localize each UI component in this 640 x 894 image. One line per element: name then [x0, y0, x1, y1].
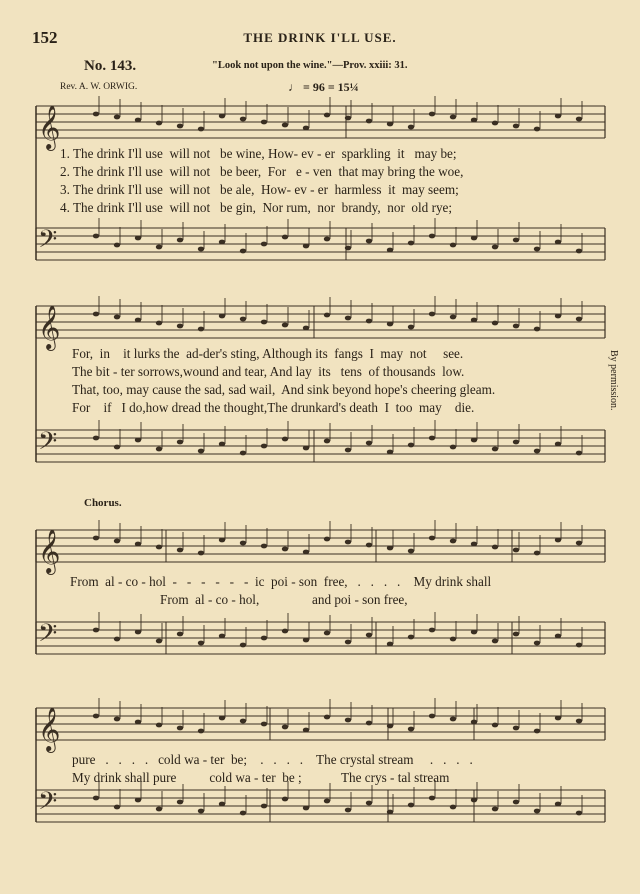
note-head [282, 547, 288, 552]
note-head [429, 112, 435, 117]
note-head [177, 324, 183, 329]
note-head [261, 722, 267, 727]
bass-clef: 𝄢 [38, 619, 58, 654]
note-head [576, 643, 582, 648]
note-head [135, 630, 141, 635]
chorus-line: From al - co - hol, and poi - son free, [160, 592, 408, 607]
note-head [513, 124, 519, 129]
note-head [324, 799, 330, 804]
verse-line: For, in it lurks the ad-der's sting, Although its fangs I may not see. [72, 346, 464, 361]
note-head [576, 249, 582, 254]
note-head [93, 312, 99, 317]
note-head [240, 117, 246, 122]
note-head [492, 321, 498, 326]
note-head [282, 235, 288, 240]
note-head [177, 800, 183, 805]
note-head [324, 631, 330, 636]
note-head [555, 716, 561, 721]
page-number: 152 [32, 28, 58, 47]
note-head [450, 637, 456, 642]
note-head [387, 724, 393, 729]
note-head [198, 641, 204, 646]
note-head [513, 548, 519, 553]
bass-clef: 𝄢 [38, 427, 58, 462]
note-head [513, 440, 519, 445]
note-head [282, 323, 288, 328]
note-head [198, 551, 204, 556]
note-head [471, 720, 477, 725]
note-head [387, 642, 393, 647]
note-head [114, 115, 120, 120]
note-head [429, 536, 435, 541]
note-head [219, 716, 225, 721]
note-head [240, 451, 246, 456]
note-head [282, 629, 288, 634]
note-head [576, 317, 582, 322]
note-head [492, 807, 498, 812]
note-head [555, 634, 561, 639]
note-head [429, 436, 435, 441]
note-head [303, 728, 309, 733]
bass-clef: 𝄢 [38, 225, 58, 260]
note-head [408, 443, 414, 448]
note-head [534, 729, 540, 734]
permission-note: By permission. [608, 350, 619, 411]
note-head [324, 313, 330, 318]
note-head [93, 112, 99, 117]
note-head [114, 445, 120, 450]
note-head [450, 717, 456, 722]
note-head [471, 630, 477, 635]
note-head [429, 312, 435, 317]
note-head [408, 125, 414, 130]
note-head [408, 803, 414, 808]
hymn-number: No. 143. [84, 58, 137, 74]
note-head [135, 236, 141, 241]
note-head [408, 241, 414, 246]
note-head [156, 447, 162, 452]
note-head [450, 539, 456, 544]
note-head [492, 447, 498, 452]
note-head [282, 797, 288, 802]
note-head [198, 809, 204, 814]
note-head [345, 540, 351, 545]
note-head [219, 802, 225, 807]
note-head [555, 538, 561, 543]
verse-line: For if I do,how dread the thought,The drunkard's death I too may die. [72, 400, 475, 415]
note-head [324, 113, 330, 118]
note-head [156, 245, 162, 250]
chorus-line: From al - co - hol - - - - - - ic poi - son free, . . . . My drink shall [70, 574, 492, 589]
note-head [177, 632, 183, 637]
note-head [324, 715, 330, 720]
treble-clef: 𝄞 [38, 105, 61, 149]
note-head [345, 246, 351, 251]
note-head [303, 638, 309, 643]
note-head [408, 635, 414, 640]
note-head [450, 115, 456, 120]
chorus-line: pure . . . . cold wa - ter be; . . . . The crystal stream . . . . [72, 752, 473, 767]
note-head [261, 544, 267, 549]
note-head [471, 798, 477, 803]
note-head [156, 121, 162, 126]
note-head [471, 118, 477, 123]
note-head [492, 245, 498, 250]
note-head [198, 327, 204, 332]
treble-clef: 𝄞 [38, 707, 61, 751]
note-head [345, 808, 351, 813]
bass-clef: 𝄢 [38, 787, 58, 822]
note-head [303, 446, 309, 451]
verse-line: 3. The drink I'll use will not be ale, How- ev - er harmless it may seem; [60, 182, 459, 197]
epigraph: "Look not upon the wine."—Prov. xxiii: 31. [212, 60, 408, 71]
note-head [198, 449, 204, 454]
note-head [366, 319, 372, 324]
note-head [303, 244, 309, 249]
note-head [366, 801, 372, 806]
note-head [345, 448, 351, 453]
note-head [93, 714, 99, 719]
note-head [219, 240, 225, 245]
verse-line: The bit - ter sorrows,wound and tear, And lay its tens of thousands low. [72, 364, 465, 379]
note-head [156, 807, 162, 812]
note-head [156, 723, 162, 728]
note-head [219, 114, 225, 119]
note-head [240, 541, 246, 546]
note-head [576, 451, 582, 456]
note-head [282, 725, 288, 730]
note-head [429, 234, 435, 239]
note-head [345, 116, 351, 121]
note-head [450, 315, 456, 320]
note-head [261, 804, 267, 809]
note-head [177, 124, 183, 129]
note-head [135, 438, 141, 443]
note-head [366, 441, 372, 446]
note-head [240, 317, 246, 322]
note-head [471, 236, 477, 241]
note-head [471, 318, 477, 323]
note-head [492, 121, 498, 126]
note-head [219, 442, 225, 447]
note-head [534, 449, 540, 454]
note-head [177, 440, 183, 445]
note-head [219, 314, 225, 319]
note-head [93, 234, 99, 239]
note-head [114, 805, 120, 810]
note-head [534, 641, 540, 646]
note-head [177, 548, 183, 553]
page-title: THE DRINK I'LL USE. [243, 30, 397, 45]
note-head [408, 727, 414, 732]
note-head [135, 542, 141, 547]
note-head [324, 439, 330, 444]
note-head [261, 320, 267, 325]
note-head [387, 810, 393, 815]
note-head [387, 248, 393, 253]
note-head [303, 326, 309, 331]
note-head [240, 811, 246, 816]
note-head [387, 450, 393, 455]
verse-line: 4. The drink I'll use will not be gin, Nor rum, nor brandy, nor old rye; [60, 200, 453, 215]
note-head [198, 729, 204, 734]
treble-clef: 𝄞 [38, 529, 61, 573]
note-head [93, 436, 99, 441]
note-head [492, 545, 498, 550]
note-head [219, 538, 225, 543]
note-head [135, 798, 141, 803]
note-head [429, 628, 435, 633]
note-head [450, 445, 456, 450]
note-head [366, 119, 372, 124]
note-head [408, 325, 414, 330]
note-head [240, 643, 246, 648]
note-head [261, 120, 267, 125]
note-head [513, 324, 519, 329]
verse-line: 2. The drink I'll use will not be beer, For e - ven that may bring the woe, [60, 164, 464, 179]
verse-line: That, too, may cause the sad, sad wail, And sink beyond hope's cheering gleam. [72, 382, 496, 397]
chorus-label: Chorus. [84, 497, 122, 509]
note-head [177, 238, 183, 243]
note-head [324, 537, 330, 542]
note-head [198, 247, 204, 252]
note-head [366, 543, 372, 548]
note-head [555, 240, 561, 245]
note-head [513, 632, 519, 637]
verse-line: 1. The drink I'll use will not be wine, How- ev - er sparkling it may be; [60, 146, 457, 161]
treble-clef: 𝄞 [38, 305, 61, 349]
note-head [534, 551, 540, 556]
note-head [387, 546, 393, 551]
note-head [345, 316, 351, 321]
note-head [387, 122, 393, 127]
note-head [534, 247, 540, 252]
note-head [261, 444, 267, 449]
note-head [93, 536, 99, 541]
note-head [114, 717, 120, 722]
note-head [135, 720, 141, 725]
note-head [513, 238, 519, 243]
note-head [282, 123, 288, 128]
note-head [303, 806, 309, 811]
note-head [303, 126, 309, 131]
note-head [534, 327, 540, 332]
note-head [366, 633, 372, 638]
note-head [135, 118, 141, 123]
note-head [240, 719, 246, 724]
note-head [345, 640, 351, 645]
note-head [471, 438, 477, 443]
note-head [429, 796, 435, 801]
note-head [534, 127, 540, 132]
note-head [114, 539, 120, 544]
note-head [282, 437, 288, 442]
tempo-marking: ♩ = 96 = 15¼ [288, 80, 359, 94]
note-head [555, 802, 561, 807]
note-head [492, 723, 498, 728]
note-head [450, 243, 456, 248]
author: Rev. A. W. ORWIG. [60, 82, 138, 92]
note-head [555, 314, 561, 319]
note-head [240, 249, 246, 254]
note-head [492, 639, 498, 644]
note-head [198, 127, 204, 132]
note-head [93, 796, 99, 801]
note-head [450, 805, 456, 810]
note-head [366, 721, 372, 726]
note-head [219, 634, 225, 639]
note-head [261, 636, 267, 641]
note-head [576, 117, 582, 122]
chorus-line: My drink shall pure cold wa - ter be ; The crys - tal stream [72, 770, 450, 785]
note-head [303, 550, 309, 555]
note-head [156, 321, 162, 326]
note-head [534, 809, 540, 814]
note-head [576, 719, 582, 724]
note-head [513, 800, 519, 805]
note-head [576, 541, 582, 546]
note-head [156, 639, 162, 644]
note-head [345, 718, 351, 723]
note-head [471, 542, 477, 547]
note-head [114, 243, 120, 248]
note-head [408, 549, 414, 554]
note-head [156, 545, 162, 550]
note-head [576, 811, 582, 816]
note-head [135, 318, 141, 323]
note-head [177, 726, 183, 731]
note-head [366, 239, 372, 244]
note-head [513, 726, 519, 731]
note-head [387, 322, 393, 327]
note-head [114, 315, 120, 320]
note-head [324, 237, 330, 242]
note-head [555, 114, 561, 119]
note-head [114, 637, 120, 642]
note-head [261, 242, 267, 247]
note-head [555, 442, 561, 447]
note-head [429, 714, 435, 719]
note-head [93, 628, 99, 633]
